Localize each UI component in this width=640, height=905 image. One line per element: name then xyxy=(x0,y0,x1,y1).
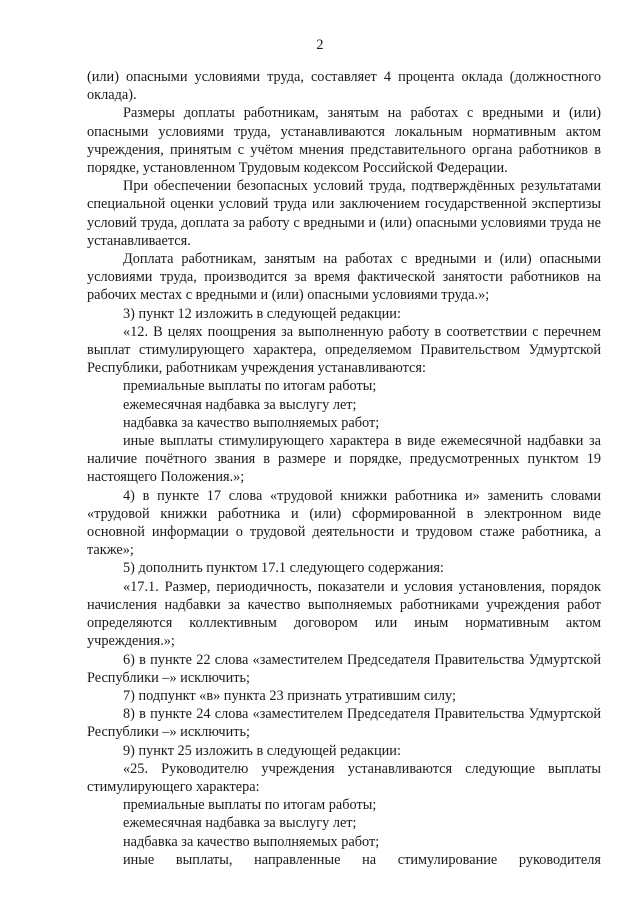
paragraph: 4) в пункте 17 слова «трудовой книжки работника и» заменить словами «трудовой книжки работника и (или) сформированной в электронном виде основной информации о трудовой деятельности и трудовом стаже работника, а также»; xyxy=(87,487,601,559)
list-item: иные выплаты, направленные на стимулирование руководителя xyxy=(123,851,601,868)
list-item: надбавка за качество выполняемых работ; xyxy=(123,414,380,431)
list-item: премиальные выплаты по итогам работы; xyxy=(123,378,377,395)
paragraph: 3) пункт 12 изложить в следующей редакции: xyxy=(123,305,401,322)
list-item: ежемесячная надбавка за выслугу лет; xyxy=(123,396,357,413)
paragraph: Доплата работникам, занятым на работах с вредными и (или) опасными условиями труда, производится за время фактической занятости работников на рабочих местах с вредными и (или) опасными условиями труда.»; xyxy=(87,251,601,304)
paragraph: «17.1. Размер, периодичность, показатели и условия установления, порядок начисления надбавки за качество выполняемых работниками учреждения работ определяются коллективным договором или иным нормативным актом учреждения.»; xyxy=(87,578,601,650)
list-item: премиальные выплаты по итогам работы; xyxy=(123,797,377,814)
paragraph: (или) опасными условиями труда, составляет 4 процента оклада (должностного оклада). xyxy=(87,69,601,104)
paragraph: 7) подпункт «в» пункта 23 признать утратившим силу; xyxy=(123,687,456,704)
list-item: иные выплаты стимулирующего характера в виде ежемесячной надбавки за наличие почётного звания в размере и порядке, предусмотренных пунктом 19 настоящего Положения.»; xyxy=(87,433,601,486)
document-body xyxy=(87,68,601,869)
page-number: 2 xyxy=(316,37,324,53)
paragraph: 5) дополнить пунктом 17.1 следующего содержания: xyxy=(123,560,444,577)
paragraph: «12. В целях поощрения за выполненную работу в соответствии с перечнем выплат стимулирующего характера, определяемом Правительством Удмуртской Республики, работникам учреждения устанавливаются: xyxy=(87,323,601,377)
paragraph: 6) в пункте 22 слова «заместителем Председателя Правительства Удмуртской Республики –» исключить; xyxy=(87,651,601,686)
paragraph: 9) пункт 25 изложить в следующей редакции: xyxy=(123,742,401,759)
list-item: надбавка за качество выполняемых работ; xyxy=(123,833,380,850)
paragraph: 8) в пункте 24 слова «заместителем Председателя Правительства Удмуртской Республики –» исключить; xyxy=(87,706,601,741)
list-item: ежемесячная надбавка за выслугу лет; xyxy=(123,815,357,832)
paragraph: При обеспечении безопасных условий труда, подтверждённых результатами специальной оценки условий труда или заключением государственной экспертизы условий труда, доплата за работу с вредными и (или) опасными условиями труда не устанавливается. xyxy=(87,178,601,249)
paragraph: Размеры доплаты работникам, занятым на работах с вредными и (или) опасными условиями труда, устанавливаются локальным нормативным актом учреждения, принятым с учётом мнения представительного органа работников в порядке, установленном Трудовым кодексом Российской Федерации. xyxy=(87,105,601,177)
paragraph: «25. Руководителю учреждения устанавливаются следующие выплаты стимулирующего характера: xyxy=(87,760,601,795)
